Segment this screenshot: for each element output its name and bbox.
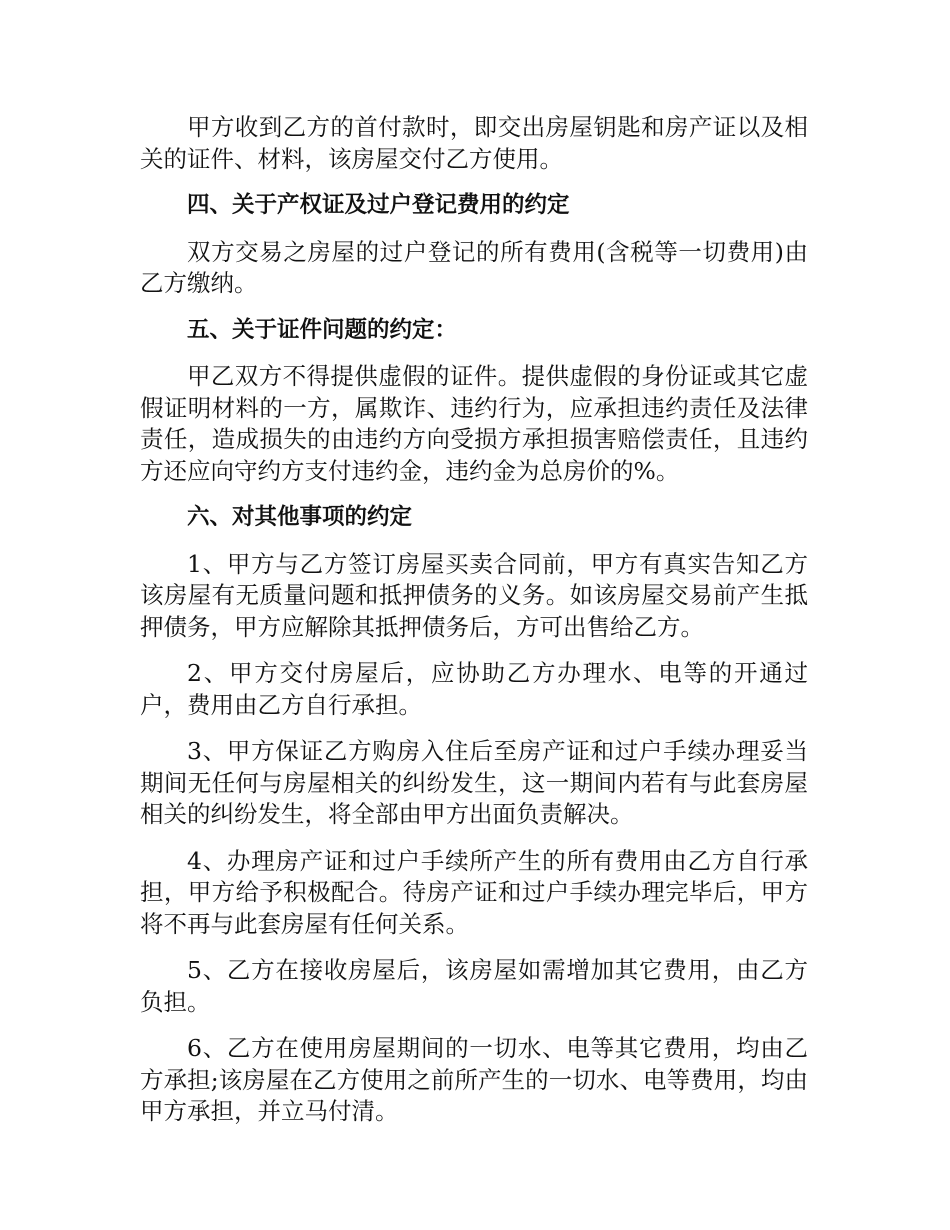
section-heading-6: 六、对其他事项的约定 — [187, 504, 413, 530]
list-item-4: 4、办理房产证和过户手续所产生的所有费用由乙方自行承担，甲方给予积极配合。待房产证和过户手续办理完毕后，甲方将不再与此套房屋有任何关系。 — [140, 846, 808, 938]
list-item-3: 3、甲方保证乙方购房入住后至房产证和过户手续办理妥当期间无任何与房屋相关的纠纷发生，这一期间内若有与此套房屋相关的纠纷发生，将全部由甲方出面负责解决。 — [140, 737, 808, 828]
list-item-6: 6、乙方在使用房屋期间的一切水、电等其它费用，均由乙方承担;该房屋在乙方使用之前所产生的一切水、电等费用，均由甲方承担，并立马付清。 — [140, 1034, 808, 1125]
paragraph-certificates: 甲乙双方不得提供虚假的证件。提供虚假的身份证或其它虚假证明材料的一方，属欺诈、违约行为，应承担违约责任及法律责任，造成损失的由违约方向受损方承担损害赔偿责任，且违约方还应向守约方支付违约金，违约金为总房价的%。 — [140, 362, 808, 485]
document-page — [140, 112, 808, 1143]
section-heading-5: 五、关于证件问题的约定： — [187, 316, 458, 343]
list-item-2: 2、甲方交付房屋后，应协助乙方办理水、电等的开通过户，费用由乙方自行承担。 — [140, 659, 808, 719]
paragraph-handover: 甲方收到乙方的首付款时，即交出房屋钥匙和房产证以及相关的证件、材料，该房屋交付乙方使用。 — [140, 113, 808, 173]
list-item-1: 1、甲方与乙方签订房屋买卖合同前，甲方有真实告知乙方该房屋有无质量问题和抵押债务的义务。如该房屋交易前产生抵押债务，甲方应解除其抵押债务后，方可出售给乙方。 — [140, 549, 808, 641]
paragraph-transfer-fees: 双方交易之房屋的过户登记的所有费用(含税等一切费用)由乙方缴纳。 — [140, 237, 808, 297]
section-heading-4: 四、关于产权证及过户登记费用的约定 — [187, 192, 570, 218]
list-item-5: 5、乙方在接收房屋后，该房屋如需增加其它费用，由乙方负担。 — [140, 956, 808, 1016]
